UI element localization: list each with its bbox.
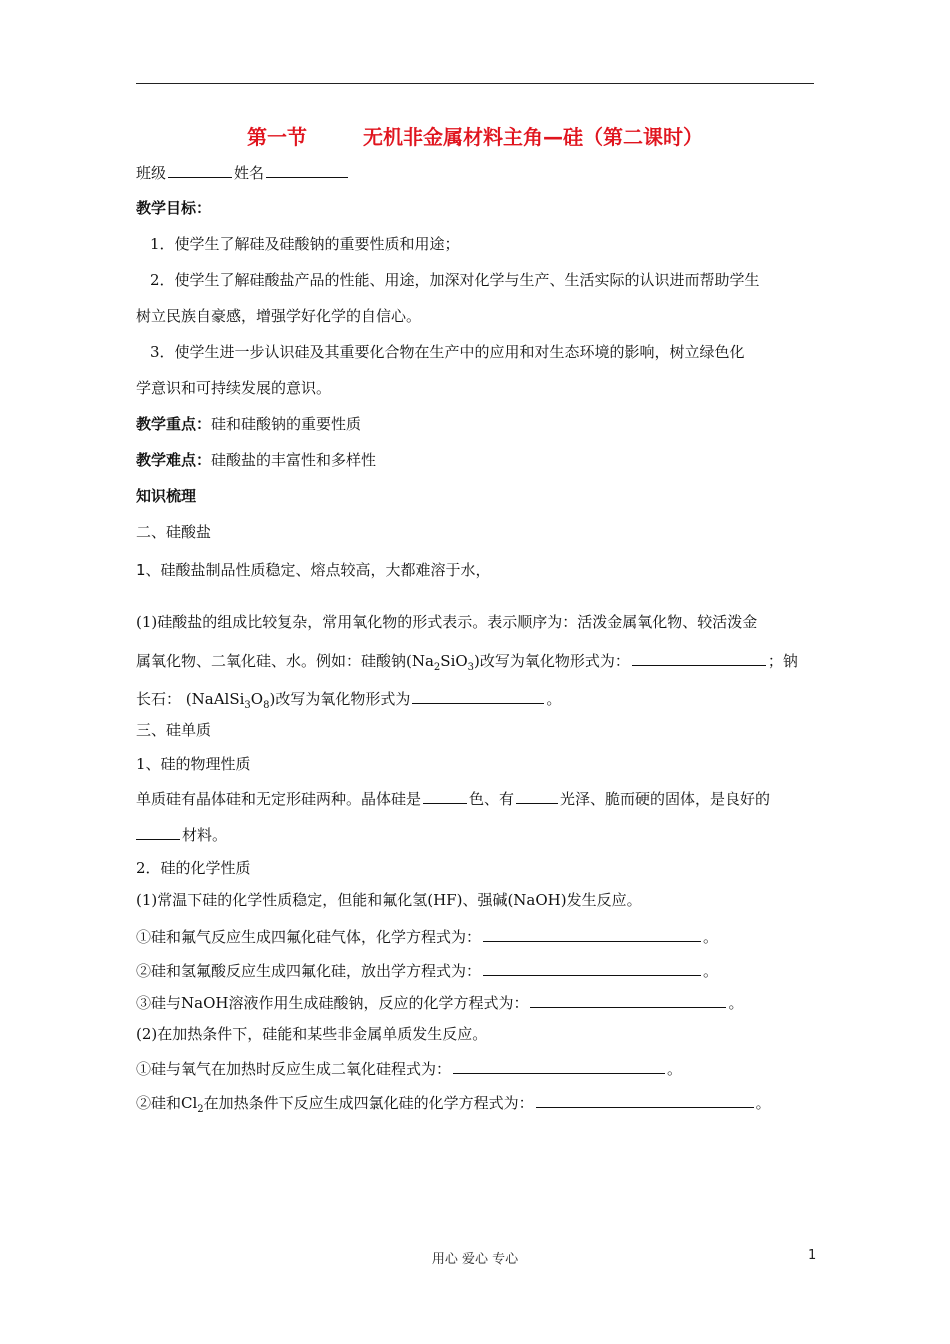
section-3-point-2: 2．硅的化学性质 (136, 859, 251, 877)
objective-item-2-line1: 2．使学生了解硅酸盐产品的性能、用途，加深对化学与生产、生活实际的认识进而帮助学生 (150, 271, 760, 289)
hf-equation-blank[interactable] (483, 960, 701, 976)
color-blank[interactable] (423, 788, 467, 804)
difficulties-label: 教学难点： (136, 451, 212, 469)
reaction-fluorine: ①硅和氟气反应生成四氟化硅气体，化学方程式为： 。 (136, 928, 719, 946)
objective-item-3-line2: 学意识和可持续发展的意识。 (136, 379, 332, 397)
chem-props-heating: (2)在加热条件下，硅能和某些非金属单质发生反应。 (136, 1025, 488, 1043)
header-rule (136, 83, 814, 84)
objective-item-2-line2: 树立民族自豪感，增强学好化学的自信心。 (136, 307, 422, 325)
silicate-para-line3: 长石： $(NaAlSi_3O_8)$改写为氧化物形式为 。 (136, 690, 562, 711)
section-2-point-1: 1、硅酸盐制品性质稳定、熔点较高，大都难溶于水， (136, 561, 491, 579)
key-points-label: 教学重点： (136, 415, 212, 433)
chem-props-room-temp: (1)常温下硅的化学性质稳定，但能和氟化氢(HF)、强碱(NaOH)发生反应。 (136, 891, 642, 909)
page-number: 1 (808, 1248, 817, 1263)
silicate-para-line1: (1)硅酸盐的组成比较复杂，常用氧化物的形式表示。表示顺序为：活泼金属氧化物、较活泼金 (136, 613, 758, 631)
objective-item-3-line1: 3．使学生进一步认识硅及其重要化合物在生产中的应用和对生态环境的影响，树立绿色化 (150, 343, 745, 361)
section-3-point-1: 1、硅的物理性质 (136, 755, 251, 773)
chlorine-equation-blank[interactable] (536, 1092, 754, 1108)
title-topic: 无机非金属材料主角—硅（第二课时） (363, 125, 703, 149)
physical-props-line1: 单质硅有晶体硅和无定形硅两种。晶体硅是 色、有 光泽、脆而硬的固体，是良好的 (136, 790, 771, 808)
reaction-chlorine: ②硅和$Cl_2$在加热条件下反应生成四氯化硅的化学方程式为： 。 (136, 1094, 771, 1115)
sodium-silicate-blank[interactable] (632, 650, 766, 666)
silicate-para-line2: 属氧化物、二氧化硅、水。例如：硅酸钠$(Na_2SiO_3)$改写为氧化物形式为： ；钠 (136, 652, 798, 673)
knowledge-heading: 知识梳理 (136, 487, 197, 505)
difficulties (136, 450, 826, 470)
student-info (136, 162, 826, 183)
objectives-heading: 教学目标： (136, 199, 212, 217)
key-points-text: 硅和硅酸钠的重要性质 (211, 415, 362, 433)
section-3-title: 三、硅单质 (136, 721, 212, 739)
naoh-equation-blank[interactable] (530, 992, 726, 1008)
reaction-naoh: ③硅与NaOH溶液作用生成硅酸钠，反应的化学方程式为： 。 (136, 994, 744, 1012)
oxygen-equation-blank[interactable] (453, 1058, 665, 1074)
class-label: 班级 (136, 164, 167, 182)
feldspar-blank[interactable] (412, 688, 544, 704)
footer-motto: 用心 爱心 专心 (431, 1252, 519, 1267)
difficulties-text: 硅酸盐的丰富性和多样性 (211, 451, 377, 469)
objective-item-1: 1．使学生了解硅及硅酸钠的重要性质和用途； (150, 235, 460, 253)
class-blank[interactable] (168, 162, 232, 178)
reaction-hf: ②硅和氢氟酸反应生成四氟化硅，放出学方程式为： 。 (136, 962, 719, 980)
material-blank[interactable] (136, 824, 180, 840)
physical-props-line2: 材料。 (136, 824, 826, 845)
key-points (136, 414, 826, 434)
section-2-title: 二、硅酸盐 (136, 523, 212, 541)
reaction-oxygen: ①硅与氧气在加热时反应生成二氧化硅程式为： 。 (136, 1060, 683, 1078)
luster-blank[interactable] (516, 788, 558, 804)
name-blank[interactable] (266, 162, 348, 178)
name-label: 姓名 (234, 164, 265, 182)
title-section: 第一节 (247, 125, 307, 149)
fluorine-equation-blank[interactable] (483, 926, 701, 942)
page-title (0, 124, 950, 150)
